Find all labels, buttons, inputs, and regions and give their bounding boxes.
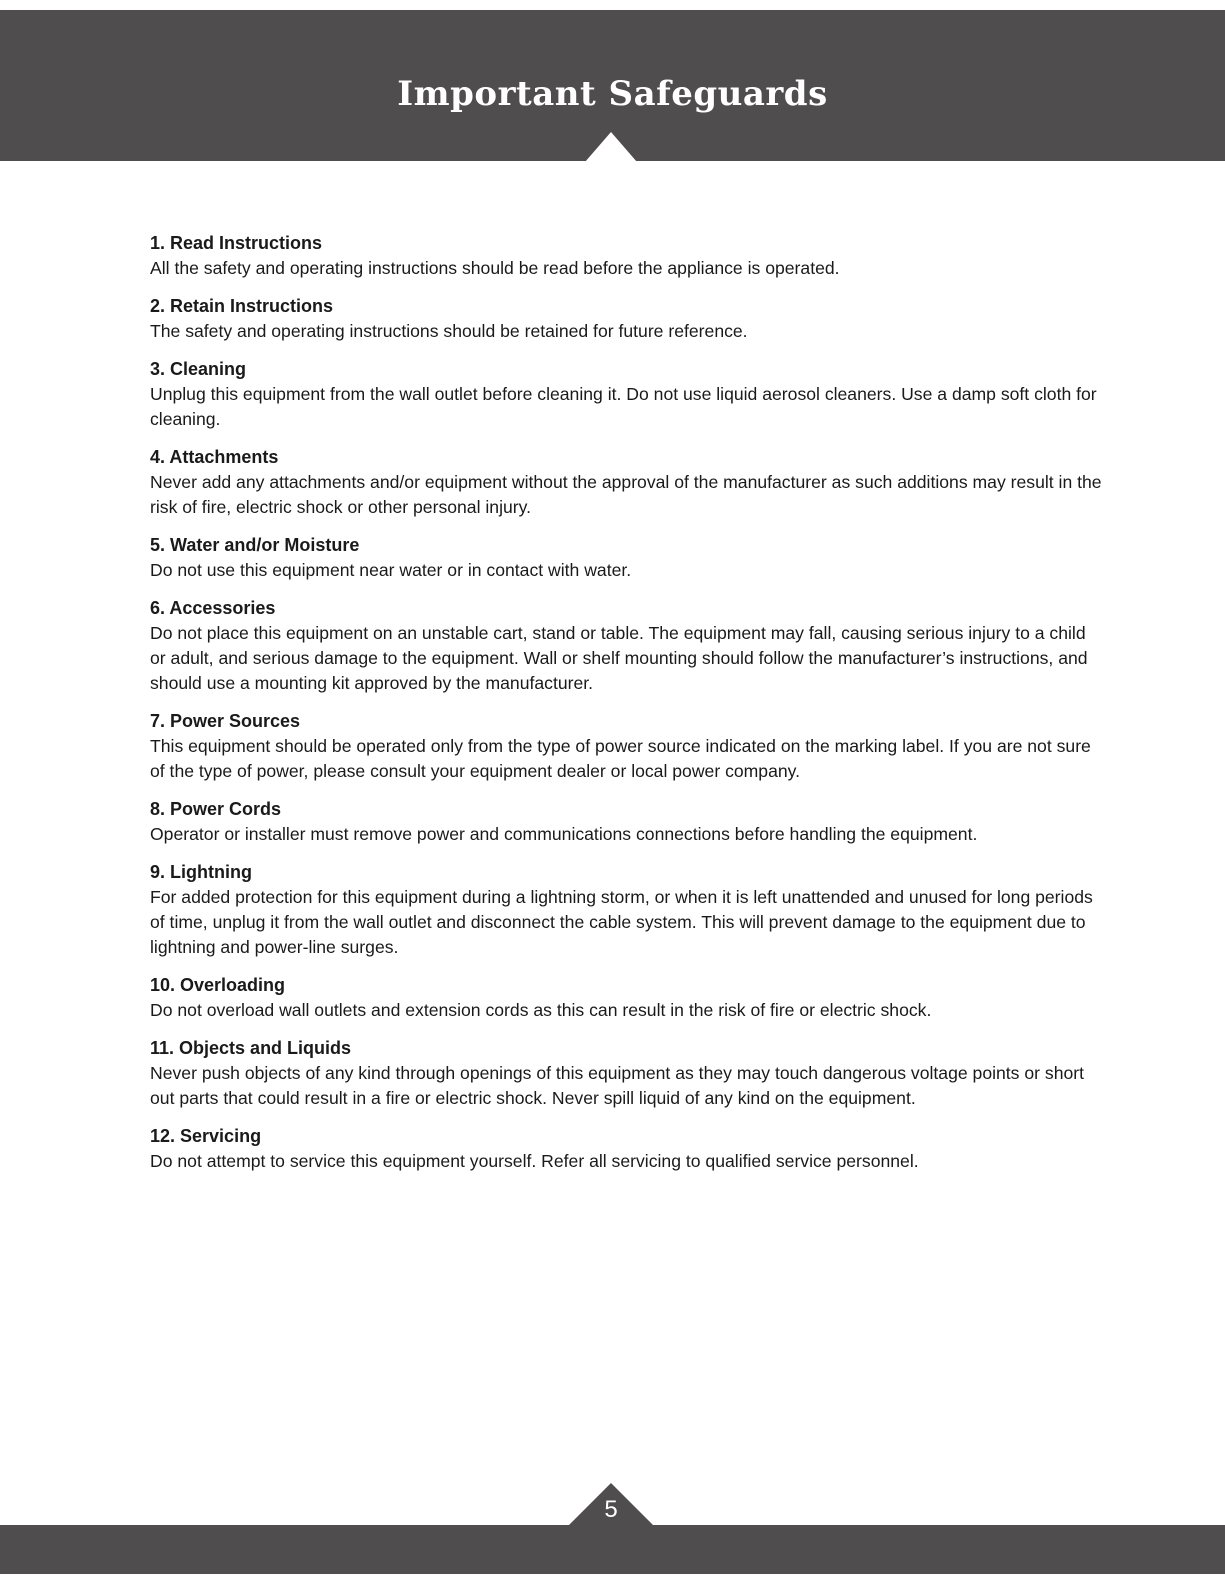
page-number: 5 <box>604 1496 618 1523</box>
section-body: Do not use this equipment near water or in contact with water. <box>150 560 632 580</box>
section-cleaning <box>150 357 1105 432</box>
section-title: 8. Power Cords <box>150 799 282 819</box>
page-title: Important Safeguards <box>397 74 828 114</box>
section-water-moisture <box>150 533 1105 583</box>
section-objects-liquids <box>150 1036 1105 1111</box>
section-retain-instructions <box>150 294 1105 344</box>
section-title: 12. Servicing <box>150 1126 262 1146</box>
safeguards-list <box>150 231 1105 1187</box>
section-title: 1. Read Instructions <box>150 233 323 253</box>
section-read-instructions <box>150 231 1105 281</box>
section-title: 11. Objects and Liquids <box>150 1038 352 1058</box>
section-title: 2. Retain Instructions <box>150 296 334 316</box>
section-overloading <box>150 973 1105 1023</box>
section-body: Do not place this equipment on an unstable cart, stand or table. The equipment may fall, causing serious injury to a child or adult, and serious damage to the equipment. Wall or shelf mounting should follow the manufacturer’s instructions, and should use a mounting kit approved by the manufacturer. <box>150 623 1088 693</box>
section-body: Do not attempt to service this equipment yourself. Refer all servicing to qualified service personnel. <box>150 1151 919 1171</box>
section-servicing <box>150 1124 1105 1174</box>
section-lightning <box>150 860 1105 960</box>
section-power-cords <box>150 797 1105 847</box>
section-attachments <box>150 445 1105 520</box>
section-body: Unplug this equipment from the wall outlet before cleaning it. Do not use liquid aerosol cleaners. Use a damp soft cloth for cleaning. <box>150 384 1097 429</box>
section-title: 7. Power Sources <box>150 711 301 731</box>
header-triangle-decoration <box>585 132 637 162</box>
section-body: For added protection for this equipment during a lightning storm, or when it is left unattended and unused for long periods of time, unplug it from the wall outlet and disconnect the cable system. This will prevent damage to the equipment due to lightning and power-line surges. <box>150 887 1093 957</box>
section-title: 9. Lightning <box>150 862 252 882</box>
section-title: 10. Overloading <box>150 975 286 995</box>
section-accessories <box>150 596 1105 696</box>
section-body: Never add any attachments and/or equipment without the approval of the manufacturer as such additions may result in the risk of fire, electric shock or other personal injury. <box>150 472 1102 517</box>
section-title: 5. Water and/or Moisture <box>150 535 360 555</box>
section-title: 6. Accessories <box>150 598 276 618</box>
section-body: All the safety and operating instructions should be read before the appliance is operated. <box>150 258 840 278</box>
section-body: Never push objects of any kind through openings of this equipment as they may touch dangerous voltage points or short out parts that could result in a fire or electric shock. Never spill liquid of any kind on the equipment. <box>150 1063 1085 1108</box>
section-body: This equipment should be operated only from the type of power source indicated on the marking label. If you are not sure of the type of power, please consult your equipment dealer or local power company. <box>150 736 1091 781</box>
section-body: The safety and operating instructions should be retained for future reference. <box>150 321 748 341</box>
section-body: Do not overload wall outlets and extension cords as this can result in the risk of fire or electric shock. <box>150 1000 932 1020</box>
section-title: 4. Attachments <box>150 447 279 467</box>
section-power-sources <box>150 709 1105 784</box>
section-body: Operator or installer must remove power and communications connections before handling the equipment. <box>150 824 978 844</box>
section-title: 3. Cleaning <box>150 359 247 379</box>
footer-banner <box>0 1525 1225 1574</box>
